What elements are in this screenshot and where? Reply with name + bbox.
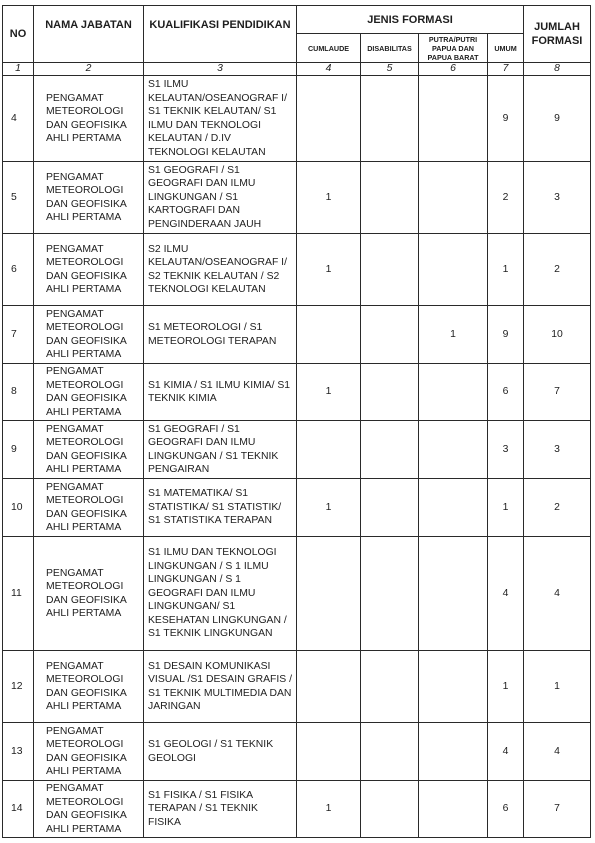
row-kualifikasi: S1 GEOGRAFI / S1 GEOGRAFI DAN ILMU LINGKUNGAN / S1 TEKNIK PENGAIRAN [144,421,297,479]
row-cumlaude [297,723,361,781]
row-cumlaude [297,537,361,651]
row-no: 10 [3,479,34,537]
row-umum: 2 [488,162,524,234]
row-kualifikasi: S1 DESAIN KOMUNIKASI VISUAL /S1 DESAIN GRAFIS / S1 TEKNIK MULTIMEDIA DAN JARINGAN [144,651,297,723]
row-kualifikasi: S2 ILMU KELAUTAN/OSEANOGRAF I/ S2 TEKNIK KELAUTAN / S2 TEKNOLOGI KELAUTAN [144,234,297,306]
table-row [3,421,591,479]
row-putra-papua: 1 [419,306,488,364]
row-no: 4 [3,76,34,162]
table-row [3,234,591,306]
row-cumlaude: 1 [297,781,361,838]
row-disabilitas [361,162,419,234]
row-cumlaude [297,306,361,364]
header-no: NO [3,6,34,63]
row-umum: 9 [488,76,524,162]
row-umum: 1 [488,479,524,537]
row-disabilitas [361,781,419,838]
row-cumlaude: 1 [297,162,361,234]
row-putra-papua [419,479,488,537]
row-jumlah: 9 [524,76,591,162]
row-no: 12 [3,651,34,723]
row-umum: 9 [488,306,524,364]
row-jumlah: 10 [524,306,591,364]
row-putra-papua [419,537,488,651]
row-cumlaude: 1 [297,479,361,537]
row-kualifikasi: S1 MATEMATIKA/ S1 STATISTIKA/ S1 STATISTIK/ S1 STATISTIKA TERAPAN [144,479,297,537]
row-kualifikasi: S1 ILMU DAN TEKNOLOGI LINGKUNGAN / S 1 ILMU LINGKUNGAN / S 1 GEOGRAFI DAN ILMU LINGKUNGAN/ S1 KESEHATAN LINGKUNGAN / S1 TEKNIK LINGKUNGAN [144,537,297,651]
row-jumlah: 3 [524,421,591,479]
header-jenis-formasi: JENIS FORMASI [297,6,524,34]
row-nama-jabatan: PENGAMAT METEOROLOGI DAN GEOFISIKA AHLI PERTAMA [34,723,144,781]
column-number: 6 [419,63,488,76]
row-jumlah: 1 [524,651,591,723]
row-disabilitas [361,723,419,781]
column-number: 5 [361,63,419,76]
row-disabilitas [361,537,419,651]
row-putra-papua [419,76,488,162]
row-cumlaude [297,76,361,162]
row-nama-jabatan: PENGAMAT METEOROLOGI DAN GEOFISIKA AHLI PERTAMA [34,234,144,306]
formasi-table [2,5,591,838]
row-no: 6 [3,234,34,306]
row-umum: 4 [488,723,524,781]
row-jumlah: 2 [524,234,591,306]
row-putra-papua [419,364,488,421]
row-nama-jabatan: PENGAMAT METEOROLOGI DAN GEOFISIKA AHLI PERTAMA [34,364,144,421]
row-no: 5 [3,162,34,234]
table-row [3,537,591,651]
row-jumlah: 2 [524,479,591,537]
row-umum: 6 [488,364,524,421]
row-kualifikasi: S1 GEOGRAFI / S1 GEOGRAFI DAN ILMU LINGKUNGAN / S1 KARTOGRAFI DAN PENGINDERAAN JAUH [144,162,297,234]
row-disabilitas [361,479,419,537]
row-kualifikasi: S1 FISIKA / S1 FISIKA TERAPAN / S1 TEKNIK FISIKA [144,781,297,838]
row-nama-jabatan: PENGAMAT METEOROLOGI DAN GEOFISIKA AHLI PERTAMA [34,306,144,364]
column-number: 2 [34,63,144,76]
row-putra-papua [419,162,488,234]
header-nama-jabatan: NAMA JABATAN [34,6,144,63]
row-disabilitas [361,421,419,479]
row-jumlah: 4 [524,537,591,651]
row-jumlah: 3 [524,162,591,234]
column-number: 8 [524,63,591,76]
row-no: 8 [3,364,34,421]
table-row [3,76,591,162]
column-number: 7 [488,63,524,76]
row-putra-papua [419,421,488,479]
header-disabilitas: DISABILITAS [361,34,419,63]
row-nama-jabatan: PENGAMAT METEOROLOGI DAN GEOFISIKA AHLI PERTAMA [34,76,144,162]
row-cumlaude [297,421,361,479]
column-number: 3 [144,63,297,76]
row-umum: 1 [488,234,524,306]
header-jumlah-formasi: JUMLAH FORMASI [524,6,591,63]
table-row [3,479,591,537]
formasi-table-page [2,5,591,838]
row-nama-jabatan: PENGAMAT METEOROLOGI DAN GEOFISIKA AHLI PERTAMA [34,537,144,651]
row-putra-papua [419,234,488,306]
row-umum: 4 [488,537,524,651]
row-putra-papua [419,651,488,723]
row-no: 7 [3,306,34,364]
header-putra-papua: PUTRA/PUTRI PAPUA DAN PAPUA BARAT [419,34,488,63]
row-putra-papua [419,723,488,781]
row-umum: 1 [488,651,524,723]
row-jumlah: 7 [524,781,591,838]
table-row [3,162,591,234]
row-cumlaude [297,651,361,723]
row-kualifikasi: S1 METEOROLOGI / S1 METEOROLOGI TERAPAN [144,306,297,364]
table-row [3,306,591,364]
row-no: 13 [3,723,34,781]
row-cumlaude: 1 [297,234,361,306]
row-nama-jabatan: PENGAMAT METEOROLOGI DAN GEOFISIKA AHLI PERTAMA [34,651,144,723]
row-jumlah: 4 [524,723,591,781]
header-kualifikasi-pendidikan: KUALIFIKASI PENDIDIKAN [144,6,297,63]
row-disabilitas [361,306,419,364]
table-row [3,651,591,723]
row-umum: 6 [488,781,524,838]
header-umum: UMUM [488,34,524,63]
column-number: 1 [3,63,34,76]
row-jumlah: 7 [524,364,591,421]
table-row [3,723,591,781]
row-nama-jabatan: PENGAMAT METEOROLOGI DAN GEOFISIKA AHLI PERTAMA [34,421,144,479]
row-no: 11 [3,537,34,651]
row-no: 14 [3,781,34,838]
row-nama-jabatan: PENGAMAT METEOROLOGI DAN GEOFISIKA AHLI PERTAMA [34,479,144,537]
row-disabilitas [361,651,419,723]
row-putra-papua [419,781,488,838]
column-number-row [3,63,591,76]
row-no: 9 [3,421,34,479]
row-nama-jabatan: PENGAMAT METEOROLOGI DAN GEOFISIKA AHLI PERTAMA [34,781,144,838]
row-nama-jabatan: PENGAMAT METEOROLOGI DAN GEOFISIKA AHLI PERTAMA [34,162,144,234]
row-kualifikasi: S1 ILMU KELAUTAN/OSEANOGRAF I/ S1 TEKNIK KELAUTAN/ S1 ILMU DAN TEKNOLOGI KELAUTAN / D.IV TEKNOLOGI KELAUTAN [144,76,297,162]
row-umum: 3 [488,421,524,479]
table-row [3,781,591,838]
row-kualifikasi: S1 GEOLOGI / S1 TEKNIK GEOLOGI [144,723,297,781]
row-disabilitas [361,234,419,306]
row-kualifikasi: S1 KIMIA / S1 ILMU KIMIA/ S1 TEKNIK KIMIA [144,364,297,421]
row-cumlaude: 1 [297,364,361,421]
table-row [3,364,591,421]
row-disabilitas [361,76,419,162]
column-number: 4 [297,63,361,76]
row-disabilitas [361,364,419,421]
header-cumlaude: CUMLAUDE [297,34,361,63]
